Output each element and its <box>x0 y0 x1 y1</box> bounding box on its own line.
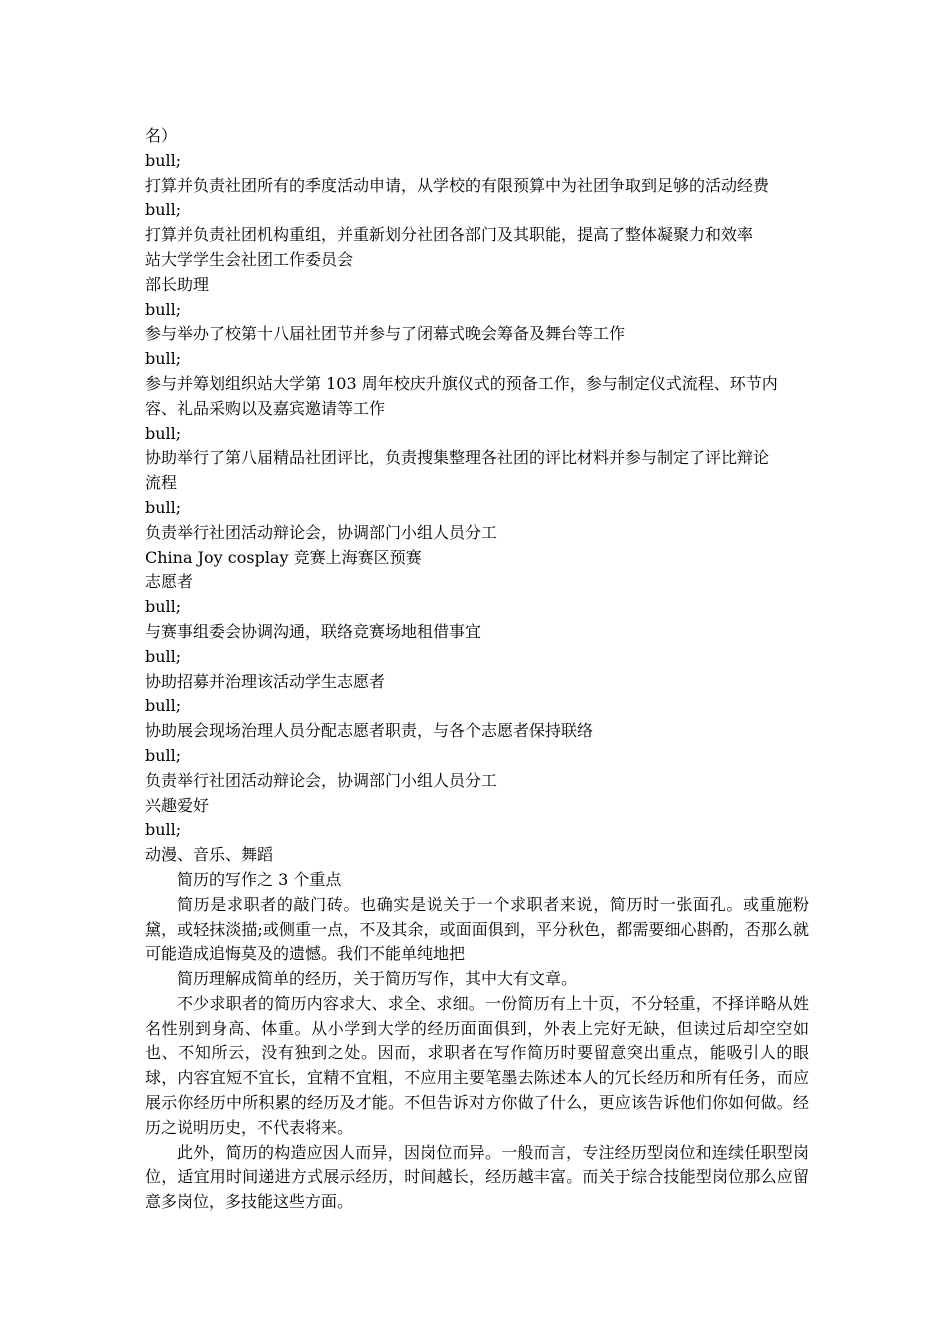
bullet-marker: bull; <box>145 745 182 765</box>
article-paragraph: 简历理解成简单的经历，关于简历写作，其中大有文章。 <box>177 969 578 989</box>
bullet-marker: bull; <box>145 299 182 319</box>
bullet-marker: bull; <box>145 349 182 369</box>
position-title: 部长助理 <box>145 274 210 294</box>
text-line: 动漫、音乐、舞蹈 <box>145 845 274 865</box>
text-line: 流程 <box>145 473 178 493</box>
text-line: 负责举行社团活动辩论会，协调部门小组人员分工 <box>145 770 498 790</box>
article-paragraph: 此外，简历的构造应因人而异，因岗位而异。一般而言，专注经历型岗位和连续任职型岗位，适宜用时间递进方式展示经历，时间越长，经历越丰富。而关于综合技能型岗位那么应留意多岗位，多技能这些方面。 <box>145 1142 809 1212</box>
document-body <box>145 124 809 1215</box>
text-line: 参与举办了校第十八届社团节并参与了闭幕式晚会筹备及舞台等工作 <box>145 324 626 344</box>
bullet-marker: bull; <box>145 696 182 716</box>
text-line: 名） <box>145 126 178 145</box>
event-name: China Joy cosplay 竞赛上海赛区预赛 <box>145 547 422 567</box>
bullet-marker: bull; <box>145 200 182 220</box>
bullet-marker: bull; <box>145 150 182 170</box>
section-heading-hobbies: 兴趣爱好 <box>145 795 210 815</box>
text-line: 与赛事组委会协调沟通，联络竞赛场地租借事宜 <box>145 621 482 641</box>
bullet-marker: bull; <box>145 646 182 666</box>
text-line: 负责举行社团活动辩论会，协调部门小组人员分工 <box>145 522 498 542</box>
bullet-marker: bull; <box>145 820 182 840</box>
bullet-marker: bull; <box>145 423 182 443</box>
text-line: 协助招募并治理该活动学生志愿者 <box>145 671 386 691</box>
bullet-marker: bull; <box>145 497 182 517</box>
text-line: 协助举行了第八届精品社团评比，负责搜集整理各社团的评比材料并参与制定了评比辩论 <box>145 448 770 468</box>
text-line: 参与并筹划组织站大学第 103 周年校庆升旗仪式的预备工作，参与制定仪式流程、环节内 <box>145 373 778 393</box>
organization-name: 站大学学生会社团工作委员会 <box>145 249 354 269</box>
article-paragraph: 简历是求职者的敲门砖。也确实是说关于一个求职者来说，简历时一张面孔。或重施粉黛，或轻抹淡描;或侧重一点，不及其余，或面面俱到，平分秋色，都需要细心斟酌，否那么就可能造成追悔莫及的遗憾。我们不能单纯地把 <box>145 894 809 964</box>
bullet-marker: bull; <box>145 597 182 617</box>
position-title: 志愿者 <box>145 572 194 592</box>
article-paragraph: 不少求职者的简历内容求大、求全、求细。一份简历有上十页，不分轻重，不择详略从姓名性别到身高、体重。从小学到大学的经历面面俱到，外表上完好无缺，但读过后却空空如也、不知所云，没有独到之处。因而，求职者在写作简历时要留意突出重点，能吸引人的眼球，内容宜短不宜长，宜精不宜粗，不应用主要笔墨去陈述本人的冗长经历和所有任务，而应展示你经历中所积累的经历及才能。不但告诉对方你做了什么，更应该告诉他们你如何做。经历之说明历史，不代表将来。 <box>145 993 809 1137</box>
text-line: 打算并负责社团所有的季度活动申请，从学校的有限预算中为社团争取到足够的活动经费 <box>145 175 770 195</box>
article-heading: 简历的写作之 3 个重点 <box>177 869 342 889</box>
text-line: 容、礼品采购以及嘉宾邀请等工作 <box>145 398 386 418</box>
text-line: 打算并负责社团机构重组，并重新划分社团各部门及其职能，提高了整体凝聚力和效率 <box>145 225 754 245</box>
text-line: 协助展会现场治理人员分配志愿者职责，与各个志愿者保持联络 <box>145 721 594 741</box>
